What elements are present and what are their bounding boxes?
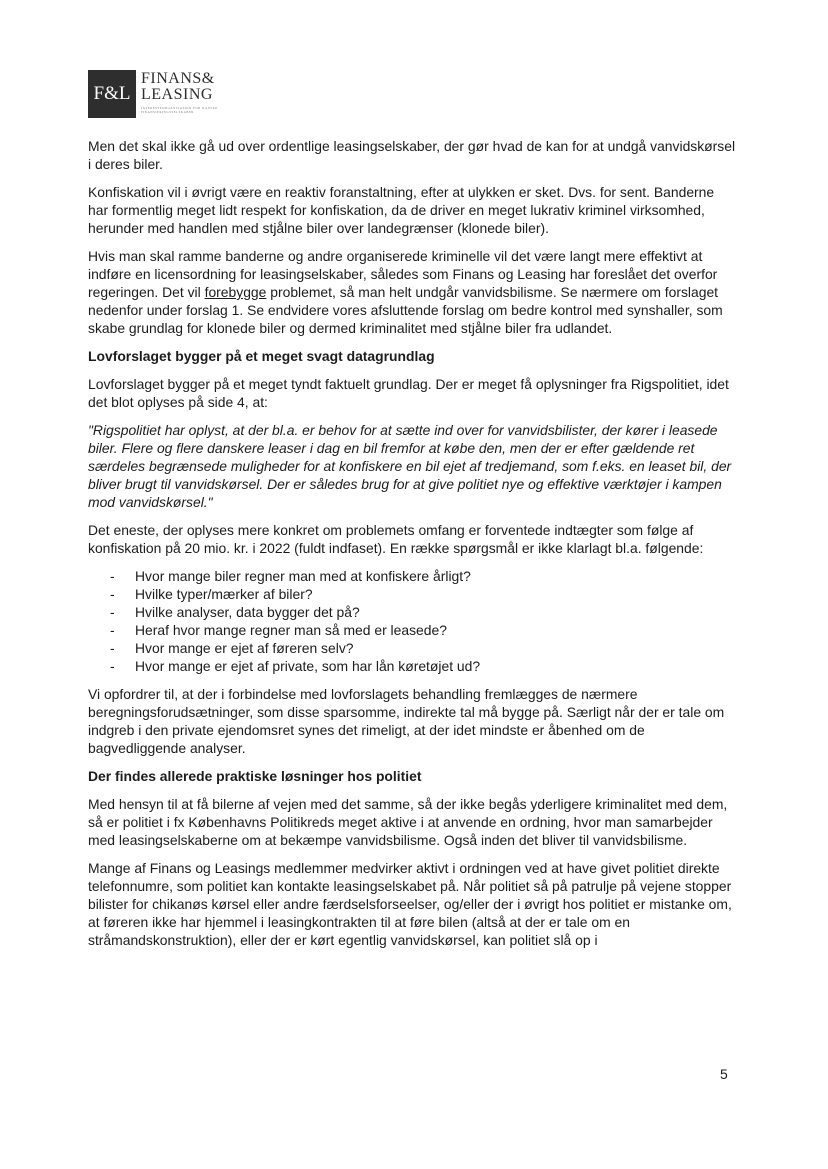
bullet-dash: -	[110, 604, 115, 620]
paragraph-3	[88, 247, 738, 337]
document-body	[88, 137, 738, 959]
paragraph-2: Konfiskation vil i øvrigt være en reaktiv foranstaltning, efter at ulykken er sket. Dvs. for sent. Banderne har formentlig meget lidt respekt for konfiskation, da de driver en meget lukrativ kriminel virksomhed, herunder med handlen med stjålne biler over landegrænser (klonede biler).	[88, 184, 715, 236]
list-item-text: Hvor mange biler regner man med at konfiskere årligt?	[135, 568, 471, 584]
questions-list	[88, 567, 738, 675]
list-item-text: Hvilke typer/mærker af biler?	[135, 586, 313, 602]
list-item-text: Hvilke analyser, data bygger det på?	[135, 604, 360, 620]
list-item	[88, 567, 738, 585]
list-item-text: Hvor mange er ejet af føreren selv?	[135, 640, 354, 656]
bullet-dash: -	[110, 622, 115, 638]
section-heading-praktiske-loesninger: Der findes allerede praktiske løsninger hos politiet	[88, 768, 422, 784]
paragraph-3-end: problemet, så man helt undgår vanvidsbilisme. Se nærmere om forslaget nedenfor under forslag 1. Se endvidere vores afsluttende forslag om bedre kontrol med synshaller, som skabe grundlag for klonede biler og dermed kriminalitet med stjålne biler fra udlandet.	[88, 284, 723, 336]
paragraph-1: Men det skal ikke gå ud over ordentlige leasingselskaber, der gør hvad de kan for at undgå vanvidskørsel i deres biler.	[88, 138, 736, 172]
paragraph-5: Det eneste, der oplyses mere konkret om problemets omfang er forventede indtægter som følge af konfiskation på 20 mio. kr. i 2022 (fuldt indfaset). En række spørgsmål er ikke klarlagt bl.a. følgende:	[88, 522, 704, 556]
page-number: 5	[720, 1066, 728, 1082]
logo-line-leasing: LEASING	[141, 86, 213, 103]
bullet-dash: -	[110, 640, 115, 656]
paragraph-8: Mange af Finans og Leasings medlemmer medvirker aktivt i ordningen ved at have givet politiet direkte telefonnumre, som politiet kan kontakte leasingselskabet på. Når politiet så på patrulje på vejene stopper bilister for chikanøs kørsel eller andre færdselsforseelser, og/eller der i øvrigt hos politiet er mistanke om, at føreren ikke har hjemmel i leasingkontrakten til at føre bilen (altså at der er tale om en stråmandskonstruktion), eller der er kørt egentlig vanvidskørsel, kan politiet slå op i	[88, 860, 732, 948]
list-item	[88, 603, 738, 621]
paragraph-6: Vi opfordrer til, at der i forbindelse med lovforslagets behandling fremlægges de nærmere beregningsforudsætninger, som disse sparsomme, indirekte tal må bygge på. Særligt når der er tale om indgreb i den private ejendomsret synes det rimeligt, at der idet mindste er åbenhed om de bagvedliggende analyser.	[88, 686, 725, 756]
logo-line-finans: FINANS&	[141, 70, 215, 87]
logo-mark: F&L	[88, 70, 136, 118]
bullet-dash: -	[110, 586, 115, 602]
list-item-text: Hvor mange er ejet af private, som har lån køretøjet ud?	[135, 658, 481, 674]
list-item	[88, 621, 738, 639]
paragraph-7: Med hensyn til at få bilerne af vejen med det samme, så der ikke begås yderligere kriminalitet med dem, så er politiet i fx Københavns Politikreds meget aktive i at anvende en ordning, hvor man samarbejder med leasingselskaberne om at bekæmpe vanvidsbilisme. Også inden det bliver til vanvidsbilisme.	[88, 796, 728, 848]
section-heading-datagrundlag: Lovforslaget bygger på et meget svagt datagrundlag	[88, 348, 435, 364]
finans-leasing-logo	[88, 70, 223, 118]
forebygge-underlined: forebygge	[204, 284, 267, 300]
list-item	[88, 639, 738, 657]
logo-tagline: INTERESSEORGANISATION FOR DANSKE FINANSIERINGSSELSKABER	[141, 106, 218, 114]
rigspolitiet-quote: "Rigspolitiet har oplyst, at der bl.a. er behov for at sætte ind over for vanvidsbilister, der kører i leasede biler. Flere og flere danskere leaser i dag en bil fremfor at købe den, men der er efter gældende ret særdeles begrænsede muligheder for at konfiskere en bil ejet af tredjemand, som f.eks. en leaset bil, der bliver brugt til vanvidskørsel. Der er således brug for at give politiet nye og effektive værktøjer i kampen mod vanvidskørsel."	[88, 422, 732, 510]
logo-wordmark	[141, 70, 223, 114]
list-item	[88, 585, 738, 603]
list-item-text: Heraf hvor mange regner man så med er leasede?	[135, 622, 447, 638]
paragraph-4: Lovforslaget bygger på et meget tyndt faktuelt grundlag. Der er meget få oplysninger fra Rigspolitiet, idet det blot oplyses på side 4, at:	[88, 376, 729, 410]
bullet-dash: -	[110, 568, 115, 584]
paragraph-3-start: Hvis man skal ramme banderne og andre organiserede kriminelle vil det være langt mere effektivt at indføre en licensordning for leasingselskaber, således som Finans og Leasing har foreslået det overfor regeringen. Det vil	[88, 248, 718, 300]
bullet-dash: -	[110, 658, 115, 674]
list-item	[88, 657, 738, 675]
